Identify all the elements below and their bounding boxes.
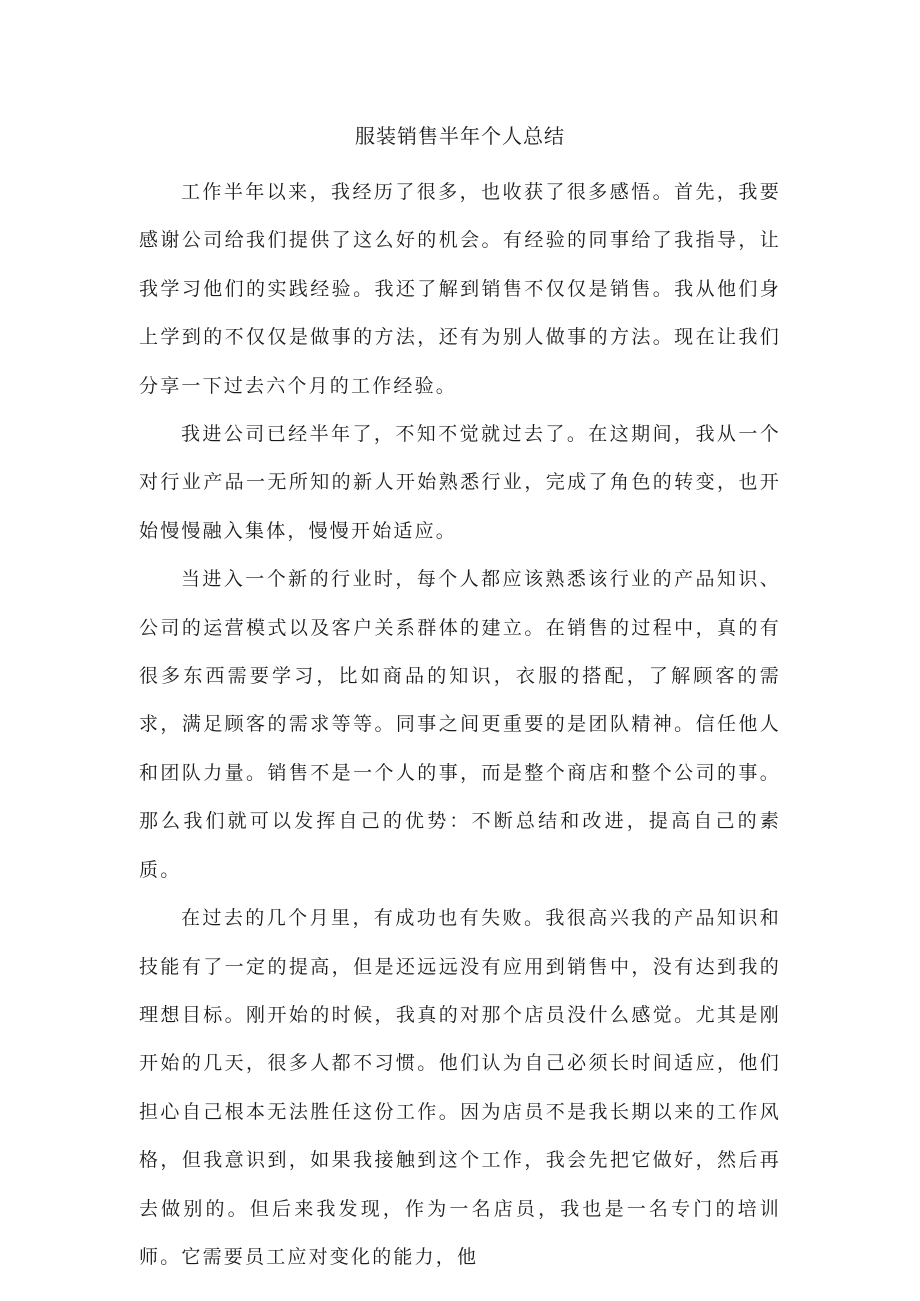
document-body bbox=[139, 168, 781, 1281]
paragraph-3: 当进入一个新的行业时，每个人都应该熟悉该行业的产品知识、公司的运营模式以及客户关系群体的建立。在销售的过程中，真的有很多东西需要学习，比如商品的知识，衣服的搭配，了解顾客的需求，满足顾客的需求等等。同事之间更重要的是团队精神。信任他人和团队力量。销售不是一个人的事，而是整个商店和整个公司的事。那么我们就可以发挥自己的优势：不断总结和改进，提高自己的素质。 bbox=[139, 568, 781, 881]
paragraph-2: 我进公司已经半年了，不知不觉就过去了。在这期间，我从一个对行业产品一无所知的新人开始熟悉行业，完成了角色的转变，也开始慢慢融入集体，慢慢开始适应。 bbox=[139, 423, 781, 542]
paragraph-4: 在过去的几个月里，有成功也有失败。我很高兴我的产品知识和技能有了一定的提高，但是还远远没有应用到销售中，没有达到我的理想目标。刚开始的时候，我真的对那个店员没什么感觉。尤其是刚开始的几天，很多人都不习惯。他们认为自己必须长时间适应，他们担心自己根本无法胜任这份工作。因为店员不是我长期以来的工作风格，但我意识到，如果我接触到这个工作，我会先把它做好，然后再去做别的。但后来我发现，作为一名店员，我也是一名专门的培训师。它需要员工应对变化的能力，他 bbox=[139, 907, 781, 1268]
paragraph-1: 工作半年以来，我经历了很多，也收获了很多感悟。首先，我要感谢公司给我们提供了这么好的机会。有经验的同事给了我指导，让我学习他们的实践经验。我还了解到销售不仅仅是销售。我从他们身上学到的不仅仅是做事的方法，还有为别人做事的方法。现在让我们分享一下过去六个月的工作经验。 bbox=[139, 181, 781, 397]
document-title: 服装销售半年个人总结 bbox=[355, 124, 565, 148]
